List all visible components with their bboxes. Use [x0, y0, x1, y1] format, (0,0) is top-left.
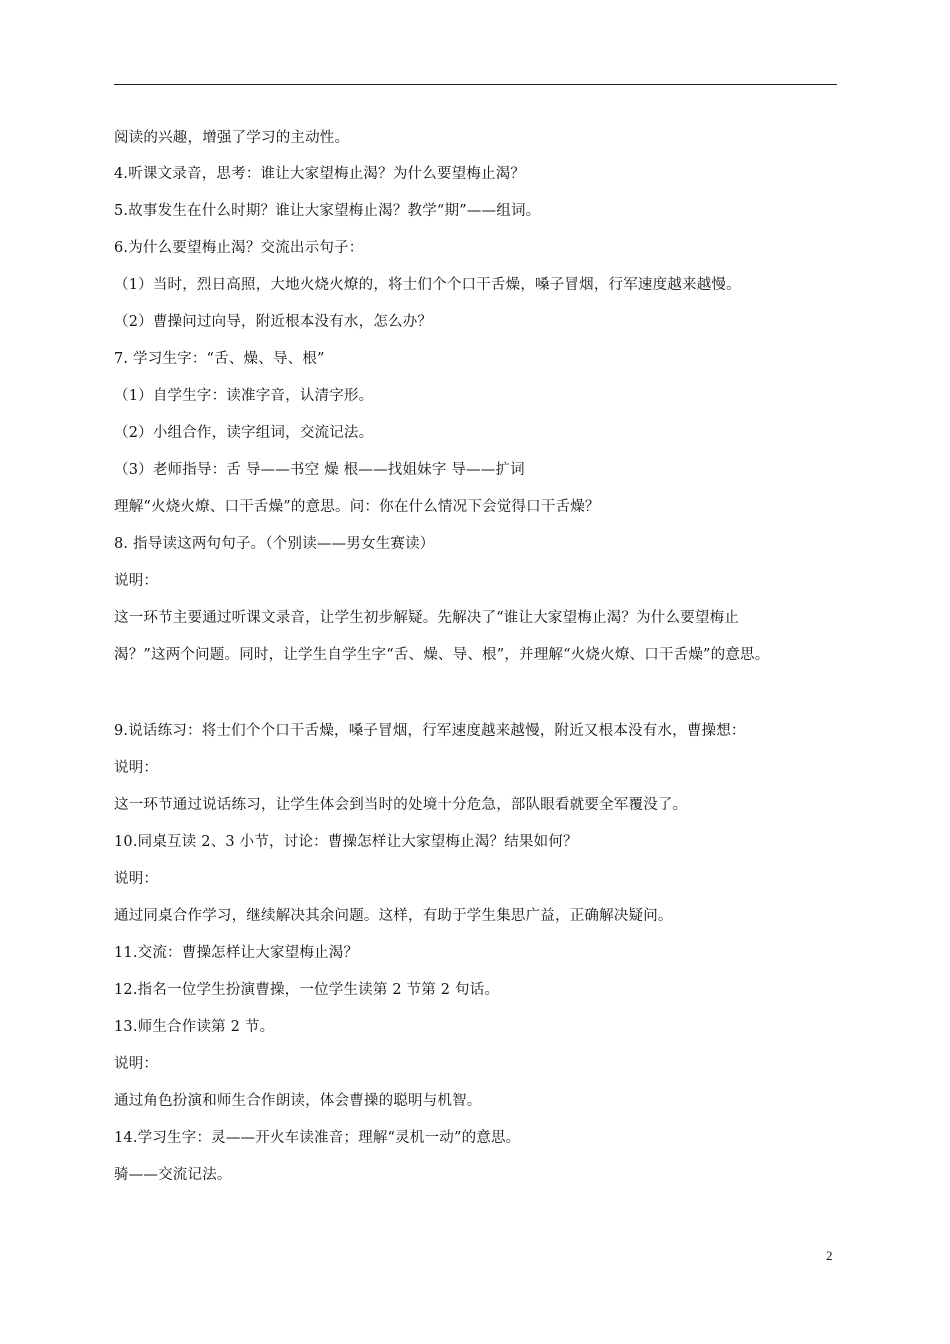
paragraph-line: 9.说话练习：将士们个个口干舌燥，嗓子冒烟，行军速度越来越慢，附近又根本没有水，曹操想： [114, 723, 746, 739]
paragraph-line: 这一环节通过说话练习，让学生体会到当时的处境十分危急，部队眼看就要全军覆没了。 [114, 797, 688, 813]
paragraph-line: 渴？”这两个问题。同时，让学生自学生字“舌、燥、导、根”，并理解“火烧火燎、口干舌燥”的意思。 [114, 647, 770, 663]
paragraph-line: 说明： [114, 871, 159, 887]
page-number: 2 [826, 1248, 833, 1263]
paragraph-line: 10.同桌互读 2、3 小节，讨论：曹操怎样让大家望梅止渴？结果如何？ [114, 834, 578, 850]
paragraph-line: 11.交流：曹操怎样让大家望梅止渴？ [114, 945, 359, 961]
paragraph-line: 7. 学习生字：“舌、燥、导、根” [114, 351, 325, 367]
paragraph-line: 骑——交流记法。 [114, 1167, 232, 1183]
paragraph-line: 4.听课文录音，思考：谁让大家望梅止渴？为什么要望梅止渴？ [114, 166, 526, 182]
paragraph-line: （1）当时，烈日高照，大地火烧火燎的，将士们个个口干舌燥，嗓子冒烟，行军速度越来越慢。 [114, 277, 741, 293]
paragraph-line: 说明： [114, 760, 159, 776]
paragraph-line: 阅读的兴趣，增强了学习的主动性。 [114, 130, 350, 146]
paragraph-line: （1）自学生字：读准字音，认清字形。 [114, 388, 374, 404]
paragraph-line: （3）老师指导：舌 导——书空 燥 根——找姐妹字 导——扩词 [114, 462, 525, 478]
paragraph-line: 说明： [114, 1056, 159, 1072]
paragraph-line: 理解“火烧火燎、口干舌燥”的意思。问：你在什么情况下会觉得口干舌燥？ [114, 499, 600, 515]
paragraph-line: （2）曹操问过向导，附近根本没有水，怎么办？ [114, 314, 433, 330]
paragraph-line: 通过同桌合作学习，继续解决其余问题。这样，有助于学生集思广益，正确解决疑问。 [114, 908, 673, 924]
paragraph-line: （2）小组合作，读字组词，交流记法。 [114, 425, 374, 441]
paragraph-line: 5.故事发生在什么时期？谁让大家望梅止渴？教学“期”——组词。 [114, 203, 541, 219]
header-rule [114, 84, 837, 85]
paragraph-line: 12.指名一位学生扮演曹操，一位学生读第 2 节第 2 句话。 [114, 982, 500, 998]
paragraph-line: 14.学习生字：灵——开火车读准音；理解“灵机一动”的意思。 [114, 1130, 521, 1146]
paragraph-line: 说明： [114, 573, 159, 589]
paragraph-line: 通过角色扮演和师生合作朗读，体会曹操的聪明与机智。 [114, 1093, 482, 1109]
paragraph-line: 13.师生合作读第 2 节。 [114, 1019, 275, 1035]
paragraph-line: 6.为什么要望梅止渴？交流出示句子： [114, 240, 364, 256]
paragraph-line: 这一环节主要通过听课文录音，让学生初步解疑。先解决了“谁让大家望梅止渴？为什么要望梅止 [114, 610, 740, 626]
paragraph-line: 8. 指导读这两句句子。（个别读——男女生赛读） [114, 536, 435, 552]
